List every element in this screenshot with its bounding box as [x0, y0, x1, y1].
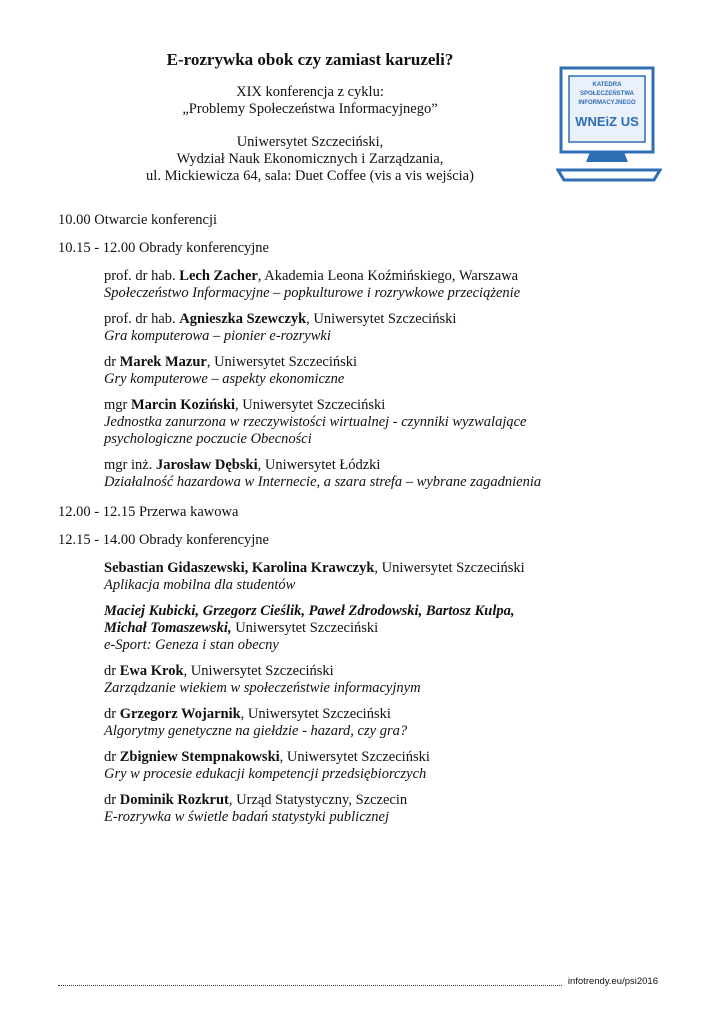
speaker-name: Jarosław Dębski: [155, 457, 258, 473]
talk: [104, 457, 698, 491]
speaker-name: Grzegorz Wojarnik: [119, 706, 241, 722]
venue-university: Uniwersytet Szczeciński,: [236, 134, 384, 150]
talk-topic: Jednostka zanurzona w rzeczywistości wirtualnej - czynniki wyzwalające psychologiczne poczucie Obecności: [104, 414, 527, 447]
talk-topic: Aplikacja mobilna dla studentów: [104, 577, 296, 593]
speaker-title: dr: [104, 706, 120, 722]
venue-faculty: Wydział Nauk Ekonomicznych i Zarządzania,: [176, 151, 444, 167]
agenda-coffee-break: 12.00 - 12.15 Przerwa kawowa: [58, 504, 239, 520]
talk-topic: Działalność hazardowa w Internecie, a szara strefa – wybrane zagadnienia: [104, 474, 542, 490]
speaker-names-cont: Michał Tomaszewski,: [104, 620, 232, 636]
logo-line-3: INFORMACYJNEGO: [578, 100, 636, 106]
speaker-name: Agnieszka Szewczyk: [179, 311, 307, 327]
talk-topic: Zarządzanie wiekiem w społeczeństwie informacyjnym: [104, 680, 421, 696]
speaker-affiliation: , Uniwersytet Szczeciński: [235, 397, 386, 413]
speaker-title: prof. dr hab.: [104, 311, 180, 327]
talk-topic: Społeczeństwo Informacyjne – popkulturowe i rozrywkowe przeciążenie: [104, 285, 521, 301]
speaker-affiliation: , Uniwersytet Łódzki: [257, 457, 381, 473]
talk: [104, 311, 698, 345]
speaker-title: dr: [104, 792, 120, 808]
talk: [104, 268, 698, 302]
talk-topic: Gry w procesie edukacji kompetencji przedsiębiorczych: [104, 766, 427, 782]
speaker-name: Lech Zacher: [179, 268, 258, 284]
talk: [104, 354, 698, 388]
talk: [104, 749, 698, 783]
dotted-divider: [58, 985, 562, 986]
venue-address: ul. Mickiewicza 64, sala: Duet Coffee (vis a vis wejścia): [146, 168, 474, 184]
speaker-title: dr: [104, 354, 120, 370]
agenda-session-1: 10.15 - 12.00 Obrady konferencyjne: [58, 240, 269, 256]
speaker-affiliation: , Uniwersytet Szczeciński: [374, 560, 525, 576]
agenda: [58, 212, 698, 835]
speaker-name: Marcin Koziński: [130, 397, 236, 413]
talk: [104, 603, 698, 654]
talk-topic: Gry komputerowe – aspekty ekonomiczne: [104, 371, 345, 387]
speaker-title: prof. dr hab.: [104, 268, 180, 284]
talk-topic: E-rozrywka w świetle badań statystyki publicznej: [104, 809, 389, 825]
talk: [104, 397, 698, 448]
speaker-title: mgr: [104, 397, 131, 413]
speaker-title: mgr inż.: [104, 457, 156, 473]
talk: [104, 663, 698, 697]
speaker-name: Ewa Krok: [119, 663, 184, 679]
footer-url: infotrendy.eu/psi2016: [567, 976, 658, 987]
speaker-affiliation: Uniwersytet Szczeciński: [231, 620, 379, 636]
talk: [104, 792, 698, 826]
talk: [104, 706, 698, 740]
speaker-affiliation: , Uniwersytet Szczeciński: [240, 706, 391, 722]
talk-topic: Gra komputerowa – pionier e-rozrywki: [104, 328, 331, 344]
speaker-affiliation: , Akademia Leona Koźmińskiego, Warszawa: [257, 268, 519, 284]
speaker-affiliation: , Uniwersytet Szczeciński: [306, 311, 457, 327]
logo-line-1: KATEDRA: [592, 82, 622, 88]
department-logo: [556, 66, 662, 186]
agenda-opening: 10.00 Otwarcie konferencji: [58, 212, 218, 228]
speaker-affiliation: , Uniwersytet Szczeciński: [183, 663, 334, 679]
speaker-name: Zbigniew Stempnakowski: [119, 749, 280, 765]
talk-topic: e-Sport: Geneza i stan obecny: [104, 637, 279, 653]
page-title: E-rozrywka obok czy zamiast karuzeli?: [166, 50, 454, 69]
speaker-name: Marek Mazur: [119, 354, 207, 370]
speaker-title: dr: [104, 663, 120, 679]
speaker-affiliation: , Urząd Statystyczny, Szczecin: [228, 792, 408, 808]
speaker-names: Maciej Kubicki, Grzegorz Cieślik, Paweł Zdrodowski, Bartosz Kulpa,: [104, 603, 515, 619]
conference-series: XIX konferencja z cyklu:: [236, 84, 384, 100]
agenda-session-2: 12.15 - 14.00 Obrady konferencyjne: [58, 532, 269, 548]
speaker-affiliation: , Uniwersytet Szczeciński: [206, 354, 358, 370]
speaker-title: dr: [104, 749, 120, 765]
logo-line-2: SPOŁECZEŃSTWA: [579, 91, 635, 97]
speaker-name: Sebastian Gidaszewski, Karolina Krawczyk: [104, 560, 375, 576]
conference-series-name: „Problemy Społeczeństwa Informacyjnego”: [182, 101, 438, 117]
header: [0, 50, 620, 185]
logo-line-4: WNEiZ US: [575, 114, 639, 129]
footer: [58, 976, 658, 990]
speaker-name: Dominik Rozkrut: [119, 792, 229, 808]
talk: [104, 560, 698, 594]
talk-topic: Algorytmy genetyczne na giełdzie - hazard, czy gra?: [104, 723, 408, 739]
speaker-affiliation: , Uniwersytet Szczeciński: [279, 749, 430, 765]
